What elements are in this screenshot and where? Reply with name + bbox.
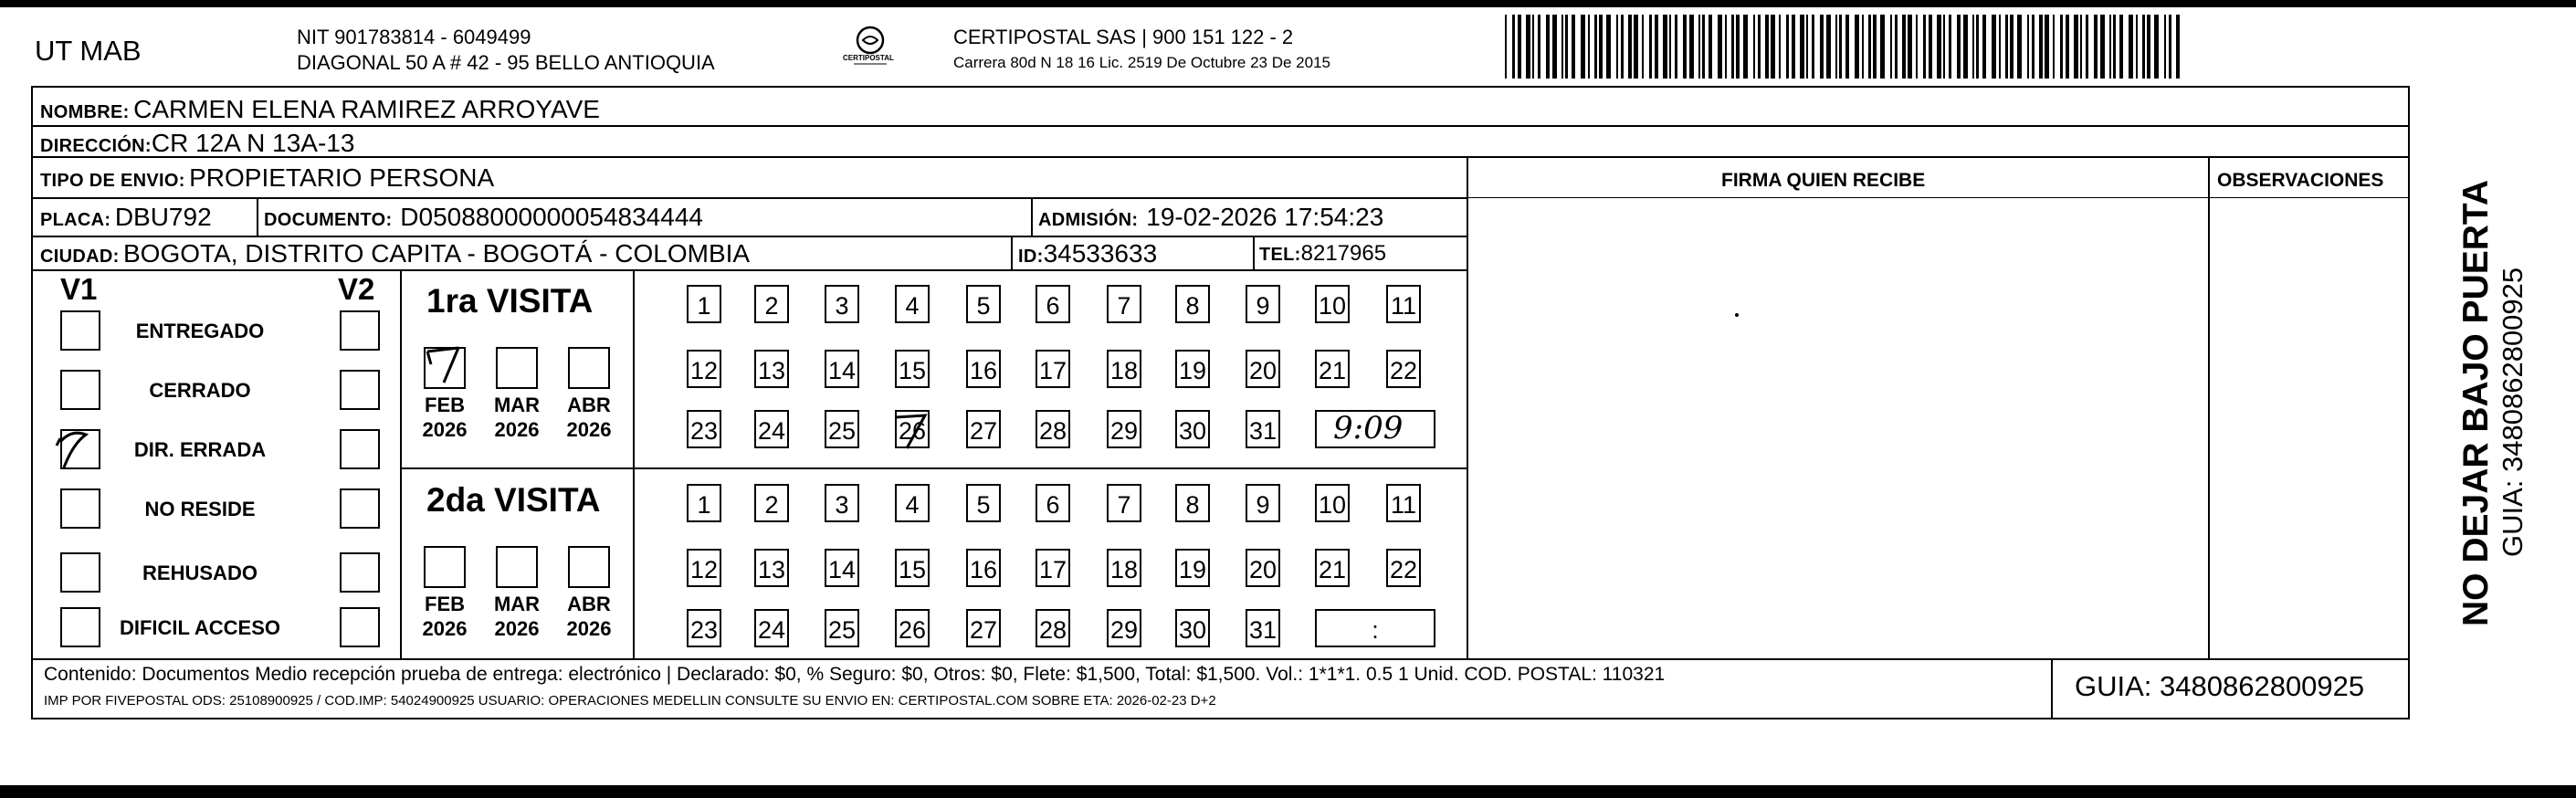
day-box[interactable]: 14	[825, 549, 859, 587]
bottom-edge-bar	[0, 785, 2576, 798]
day-box[interactable]: 29	[1107, 609, 1141, 647]
footer-guia: GUIA: 3480862800925	[2075, 670, 2365, 702]
telephone: 8217965	[1300, 241, 1387, 266]
day-box[interactable]: 20	[1246, 549, 1280, 587]
status-label: REHUSADO	[142, 562, 258, 584]
day-box[interactable]: 12	[687, 350, 721, 388]
status-label: NO RESIDE	[144, 498, 256, 520]
footer-contents: Contenido: Documentos Medio recepción prueba de entrega: electrónico | Declarado: $0, % Seguro: $0, Otros: $0, Flete: $1,500, Total: $1,500. Vol.: 1*1*1. 0.5 1 Unid. COD. POSTAL: 110321	[44, 664, 1666, 685]
month-checkbox[interactable]	[496, 546, 538, 588]
side-warning: NO DEJAR BAJO PUERTA	[2456, 179, 2496, 626]
day-box[interactable]: 17	[1036, 549, 1070, 587]
v1-header: V1	[60, 272, 98, 306]
day-box[interactable]: 11	[1386, 484, 1421, 522]
day-box[interactable]: 4	[895, 285, 930, 323]
year-label: 2026	[422, 617, 468, 640]
document-number: D05088000000054834444	[400, 203, 703, 231]
day-box[interactable]: 13	[754, 350, 789, 388]
tipo-envio-label: TIPO DE ENVIO:	[40, 171, 185, 191]
month-label: FEB	[425, 394, 465, 416]
day-box[interactable]: 22	[1386, 350, 1421, 388]
day-box[interactable]: 24	[754, 410, 789, 448]
year-label: 2026	[494, 617, 540, 640]
day-box[interactable]: 3	[825, 484, 859, 522]
month-label: MAR	[493, 394, 541, 416]
handwritten-status-mark	[53, 427, 99, 473]
day-box[interactable]: 17	[1036, 350, 1070, 388]
day-box[interactable]: 3	[825, 285, 859, 323]
day-box[interactable]: 23	[687, 410, 721, 448]
day-box[interactable]: 12	[687, 549, 721, 587]
admission-date: 19-02-2026 17:54:23	[1146, 203, 1384, 231]
month-label: ABR	[567, 394, 611, 416]
year-label: 2026	[566, 418, 612, 441]
ciudad-label: CIUDAD:	[40, 247, 120, 267]
day-box[interactable]: 31	[1246, 410, 1280, 448]
month-checkbox[interactable]	[496, 347, 538, 389]
day-box[interactable]: 25	[825, 609, 859, 647]
day-box[interactable]: 15	[895, 350, 930, 388]
day-box[interactable]: 15	[895, 549, 930, 587]
nombre-label: NOMBRE:	[40, 102, 130, 122]
first-visit-title: 1ra VISITA	[426, 282, 594, 320]
month-checkbox[interactable]	[568, 546, 610, 588]
top-edge-bar	[0, 0, 2576, 7]
day-box[interactable]: 8	[1175, 484, 1210, 522]
shipping-type: PROPIETARIO PERSONA	[189, 163, 495, 192]
status-label: CERRADO	[149, 379, 251, 402]
day-box[interactable]: 30	[1175, 609, 1210, 647]
day-box[interactable]: 23	[687, 609, 721, 647]
day-box[interactable]: 22	[1386, 549, 1421, 587]
second-visit-title: 2da VISITA	[426, 481, 601, 519]
month-label: MAR	[493, 593, 541, 615]
firma-header: FIRMA QUIEN RECIBE	[1721, 170, 1926, 191]
handwritten-time: 9:09	[1333, 410, 1404, 446]
placa-label: PLACA:	[40, 210, 111, 230]
day-box[interactable]: 10	[1315, 484, 1350, 522]
day-box[interactable]: 5	[966, 285, 1001, 323]
handwritten-month-mark	[422, 342, 468, 388]
day-box[interactable]: 30	[1175, 410, 1210, 448]
day-box[interactable]: 9	[1246, 484, 1280, 522]
day-box[interactable]: 2	[754, 285, 789, 323]
certipostal-logo	[845, 24, 896, 75]
sender-address: DIAGONAL 50 A # 42 - 95 BELLO ANTIOQUIA	[297, 51, 715, 74]
day-box[interactable]: 4	[895, 484, 930, 522]
company-name: CERTIPOSTAL SAS | 900 151 122 - 2	[953, 26, 1294, 48]
day-box[interactable]: 1	[687, 484, 721, 522]
day-box[interactable]: 25	[825, 410, 859, 448]
direccion-label: DIRECCIÓN:	[40, 136, 152, 156]
recipient-name: CARMEN ELENA RAMIREZ ARROYAVE	[133, 95, 600, 123]
month-checkbox[interactable]	[424, 546, 466, 588]
id-number: 34533633	[1043, 239, 1158, 268]
status-label: DIFICIL ACCESO	[119, 616, 280, 639]
day-box[interactable]: 19	[1175, 350, 1210, 388]
day-box[interactable]: 13	[754, 549, 789, 587]
day-box[interactable]: 28	[1036, 410, 1070, 448]
barcode	[1505, 15, 2184, 79]
day-box[interactable]: 28	[1036, 609, 1070, 647]
status-label: DIR. ERRADA	[133, 438, 267, 461]
v2-header: V2	[338, 272, 375, 306]
day-box[interactable]: 21	[1315, 549, 1350, 587]
handwritten-day-mark	[890, 408, 936, 454]
year-label: 2026	[494, 418, 540, 441]
month-label: ABR	[567, 593, 611, 615]
day-box[interactable]: 9	[1246, 285, 1280, 323]
day-box[interactable]: 26	[895, 609, 930, 647]
day-box[interactable]: 8	[1175, 285, 1210, 323]
company-license: Carrera 80d N 18 16 Lic. 2519 De Octubre 23 De 2015	[953, 54, 1330, 71]
day-box[interactable]: 24	[754, 609, 789, 647]
day-box[interactable]: 5	[966, 484, 1001, 522]
city: BOGOTA, DISTRITO CAPITA - BOGOTÁ - COLOMBIA	[123, 239, 751, 268]
day-box[interactable]: 14	[825, 350, 859, 388]
day-box[interactable]: 18	[1107, 549, 1141, 587]
month-checkbox[interactable]	[568, 347, 610, 389]
month-label: FEB	[425, 593, 465, 615]
time-box[interactable]: :	[1315, 609, 1435, 647]
day-box[interactable]: 11	[1386, 285, 1421, 323]
day-box[interactable]: 7	[1107, 285, 1141, 323]
day-box[interactable]: 7	[1107, 484, 1141, 522]
day-box[interactable]: 27	[966, 410, 1001, 448]
recipient-address: CR 12A N 13A-13	[151, 129, 355, 157]
day-box[interactable]: 10	[1315, 285, 1350, 323]
signature-area[interactable]	[1735, 313, 1739, 317]
day-box[interactable]: 21	[1315, 350, 1350, 388]
day-box[interactable]: 31	[1246, 609, 1280, 647]
year-label: 2026	[566, 617, 612, 640]
day-box[interactable]: 29	[1107, 410, 1141, 448]
status-label: ENTREGADO	[135, 320, 265, 342]
documento-label: DOCUMENTO:	[264, 210, 393, 230]
day-box[interactable]: 6	[1036, 285, 1070, 323]
tel-label: TEL:	[1259, 245, 1301, 265]
plate-number: DBU792	[114, 203, 212, 231]
admision-label: ADMISIÓN:	[1038, 210, 1139, 230]
day-box[interactable]: 27	[966, 609, 1001, 647]
day-box[interactable]: 2	[754, 484, 789, 522]
sender-nit: NIT 901783814 - 6049499	[297, 26, 531, 48]
day-box[interactable]: 1	[687, 285, 721, 323]
day-box[interactable]: 16	[966, 350, 1001, 388]
day-box[interactable]: 20	[1246, 350, 1280, 388]
logo-text: CERTIPOSTAL	[843, 54, 894, 62]
day-box[interactable]: 18	[1107, 350, 1141, 388]
side-guia: GUIA: 3480862800925	[2497, 267, 2529, 557]
day-box[interactable]: 26	[895, 410, 930, 448]
year-label: 2026	[422, 418, 468, 441]
day-box[interactable]: 19	[1175, 549, 1210, 587]
sender-name: UT MAB	[35, 35, 142, 67]
footer-print-info: IMP POR FIVEPOSTAL ODS: 25108900925 / COD.IMP: 54024900925 USUARIO: OPERACIONES MEDELLIN CONSULTE SU ENVIO EN: CERTIPOSTAL.COM SOBRE ETA: 2026-02-23 D+2	[44, 693, 1216, 709]
id-label: ID:	[1018, 247, 1044, 267]
day-box[interactable]: 6	[1036, 484, 1070, 522]
observaciones-header: OBSERVACIONES	[2217, 170, 2384, 191]
day-box[interactable]: 16	[966, 549, 1001, 587]
